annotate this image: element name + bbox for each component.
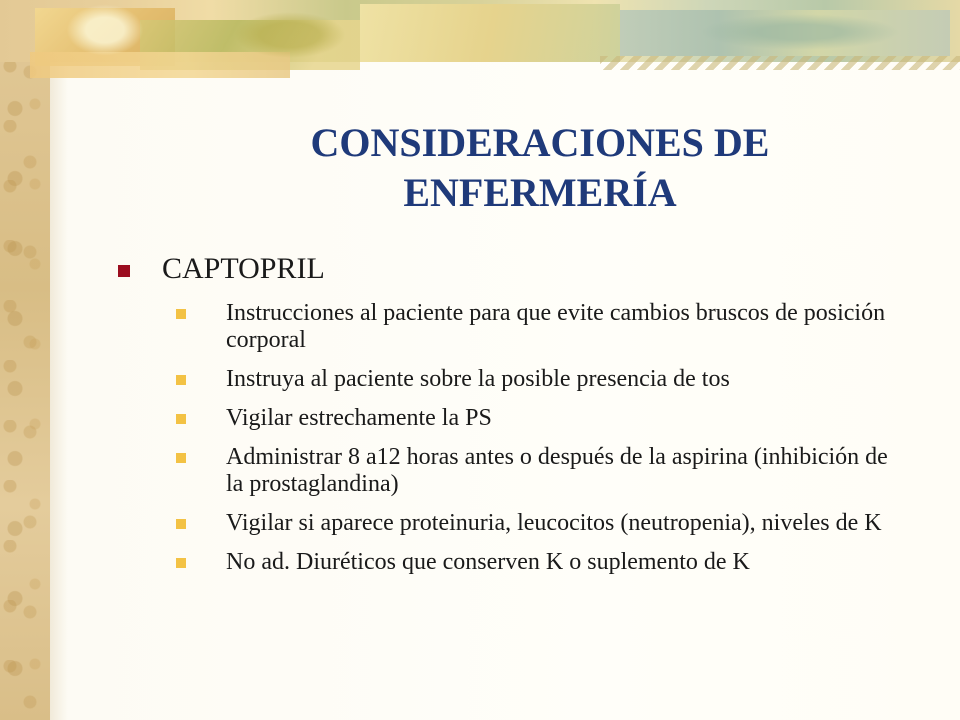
slide-content: [118, 252, 918, 588]
sub-item-text: Instruya al paciente sobre la posible presencia de tos: [226, 366, 730, 392]
square-bullet-icon: [176, 414, 186, 424]
sub-list-item: [176, 366, 918, 393]
main-item-label: CAPTOPRIL: [162, 252, 325, 285]
square-bullet-icon: [176, 375, 186, 385]
slide-title: [190, 118, 890, 218]
sub-list-item: [176, 300, 918, 354]
title-line-1: CONSIDERACIONES DE: [310, 120, 770, 165]
square-bullet-icon: [176, 309, 186, 319]
sub-item-text: Vigilar si aparece proteinuria, leucocitos (neutropenia), niveles de K: [226, 510, 882, 536]
square-bullet-icon: [176, 453, 186, 463]
main-list-item: [118, 252, 918, 286]
square-bullet-icon: [176, 519, 186, 529]
sub-list-item: [176, 549, 918, 576]
sub-item-text: No ad. Diuréticos que conserven K o suplemento de K: [226, 549, 750, 575]
sub-list-item: [176, 405, 918, 432]
sub-list-item: [176, 444, 918, 498]
sub-item-text: Vigilar estrechamente la PS: [226, 405, 492, 431]
square-bullet-icon: [176, 558, 186, 568]
sub-list-item: [176, 510, 918, 537]
sub-list: [176, 300, 918, 576]
sub-item-text: Instrucciones al paciente para que evite cambios bruscos de posición corporal: [226, 300, 886, 353]
left-decorative-strip: [0, 0, 50, 720]
top-decorative-banner: [0, 0, 960, 80]
square-bullet-icon: [118, 265, 130, 277]
title-line-2: ENFERMERÍA: [403, 170, 677, 215]
sub-item-text: Administrar 8 a12 horas antes o después de la aspirina (inhibición de la prostaglandina): [226, 444, 888, 497]
